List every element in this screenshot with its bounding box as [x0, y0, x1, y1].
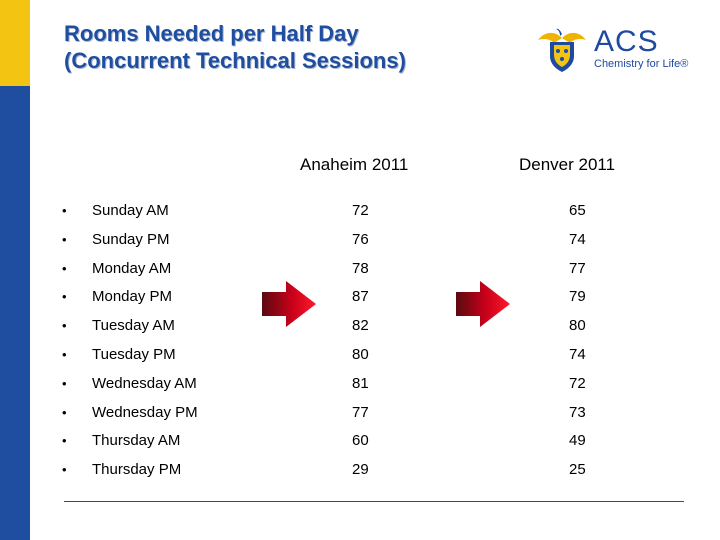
row-anaheim-value: 80 — [352, 345, 369, 363]
acs-logo — [536, 25, 689, 82]
table-row — [0, 371, 720, 400]
row-denver-value: 25 — [569, 461, 586, 479]
bullet: • — [62, 346, 67, 362]
bullet: • — [62, 462, 67, 478]
row-day: Tuesday AM — [92, 317, 175, 335]
row-day: Monday AM — [92, 259, 172, 277]
row-anaheim-value: 82 — [352, 317, 369, 335]
row-anaheim-value: 87 — [352, 288, 369, 306]
row-denver-value: 77 — [569, 259, 586, 277]
bullet: • — [62, 318, 67, 334]
table-row — [0, 457, 720, 486]
bullet: • — [62, 404, 67, 420]
slide-title — [64, 20, 406, 74]
row-day: Tuesday PM — [92, 345, 176, 363]
column-header-anaheim: Anaheim 2011 — [300, 155, 409, 174]
row-anaheim-value: 60 — [352, 432, 369, 450]
table-row — [0, 400, 720, 429]
row-denver-value: 73 — [569, 403, 586, 421]
bottom-divider — [64, 501, 684, 502]
bullet: • — [62, 375, 67, 391]
logo-wordmark: ACS — [594, 25, 659, 58]
table-row — [0, 256, 720, 285]
bullet: • — [62, 289, 67, 305]
row-denver-value: 74 — [569, 230, 586, 248]
bullet: • — [62, 203, 67, 218]
row-anaheim-value: 78 — [352, 259, 369, 277]
row-anaheim-value: 72 — [352, 202, 369, 219]
row-denver-value: 80 — [569, 317, 586, 335]
bullet: • — [62, 231, 67, 247]
title-line-1: Rooms Needed per Half Day — [64, 21, 359, 46]
row-day: Monday PM — [92, 288, 173, 306]
bullet: • — [62, 260, 67, 276]
row-anaheim-value: 29 — [352, 461, 369, 479]
table-row — [0, 284, 720, 313]
row-day: Thursday PM — [92, 461, 182, 479]
rooms-table — [0, 198, 720, 486]
table-row — [0, 313, 720, 342]
row-denver-value: 49 — [569, 432, 586, 450]
row-day: Thursday AM — [92, 432, 181, 450]
row-denver-value: 72 — [569, 374, 586, 392]
bullet: • — [62, 433, 67, 449]
row-anaheim-value: 77 — [352, 403, 369, 421]
row-denver-value: 79 — [569, 288, 586, 306]
table-row — [0, 227, 720, 256]
table-row — [0, 428, 720, 457]
row-denver-value: 65 — [569, 202, 586, 219]
column-header-denver: Denver 2011 — [519, 155, 616, 174]
row-anaheim-value: 76 — [352, 230, 369, 248]
row-day: Sunday PM — [92, 230, 170, 248]
logo-tagline: Chemistry for Life® — [594, 58, 689, 70]
title-line-2: (Concurrent Technical Sessions) — [64, 48, 406, 73]
row-anaheim-value: 81 — [352, 374, 369, 392]
acs-shield-icon — [536, 26, 588, 76]
side-accent-yellow — [0, 0, 30, 86]
row-denver-value: 74 — [569, 345, 586, 363]
row-day: Wednesday AM — [92, 374, 197, 392]
row-day: Sunday AM — [92, 202, 169, 219]
table-row — [0, 342, 720, 371]
row-day: Wednesday PM — [92, 403, 198, 421]
table-row — [0, 198, 720, 227]
